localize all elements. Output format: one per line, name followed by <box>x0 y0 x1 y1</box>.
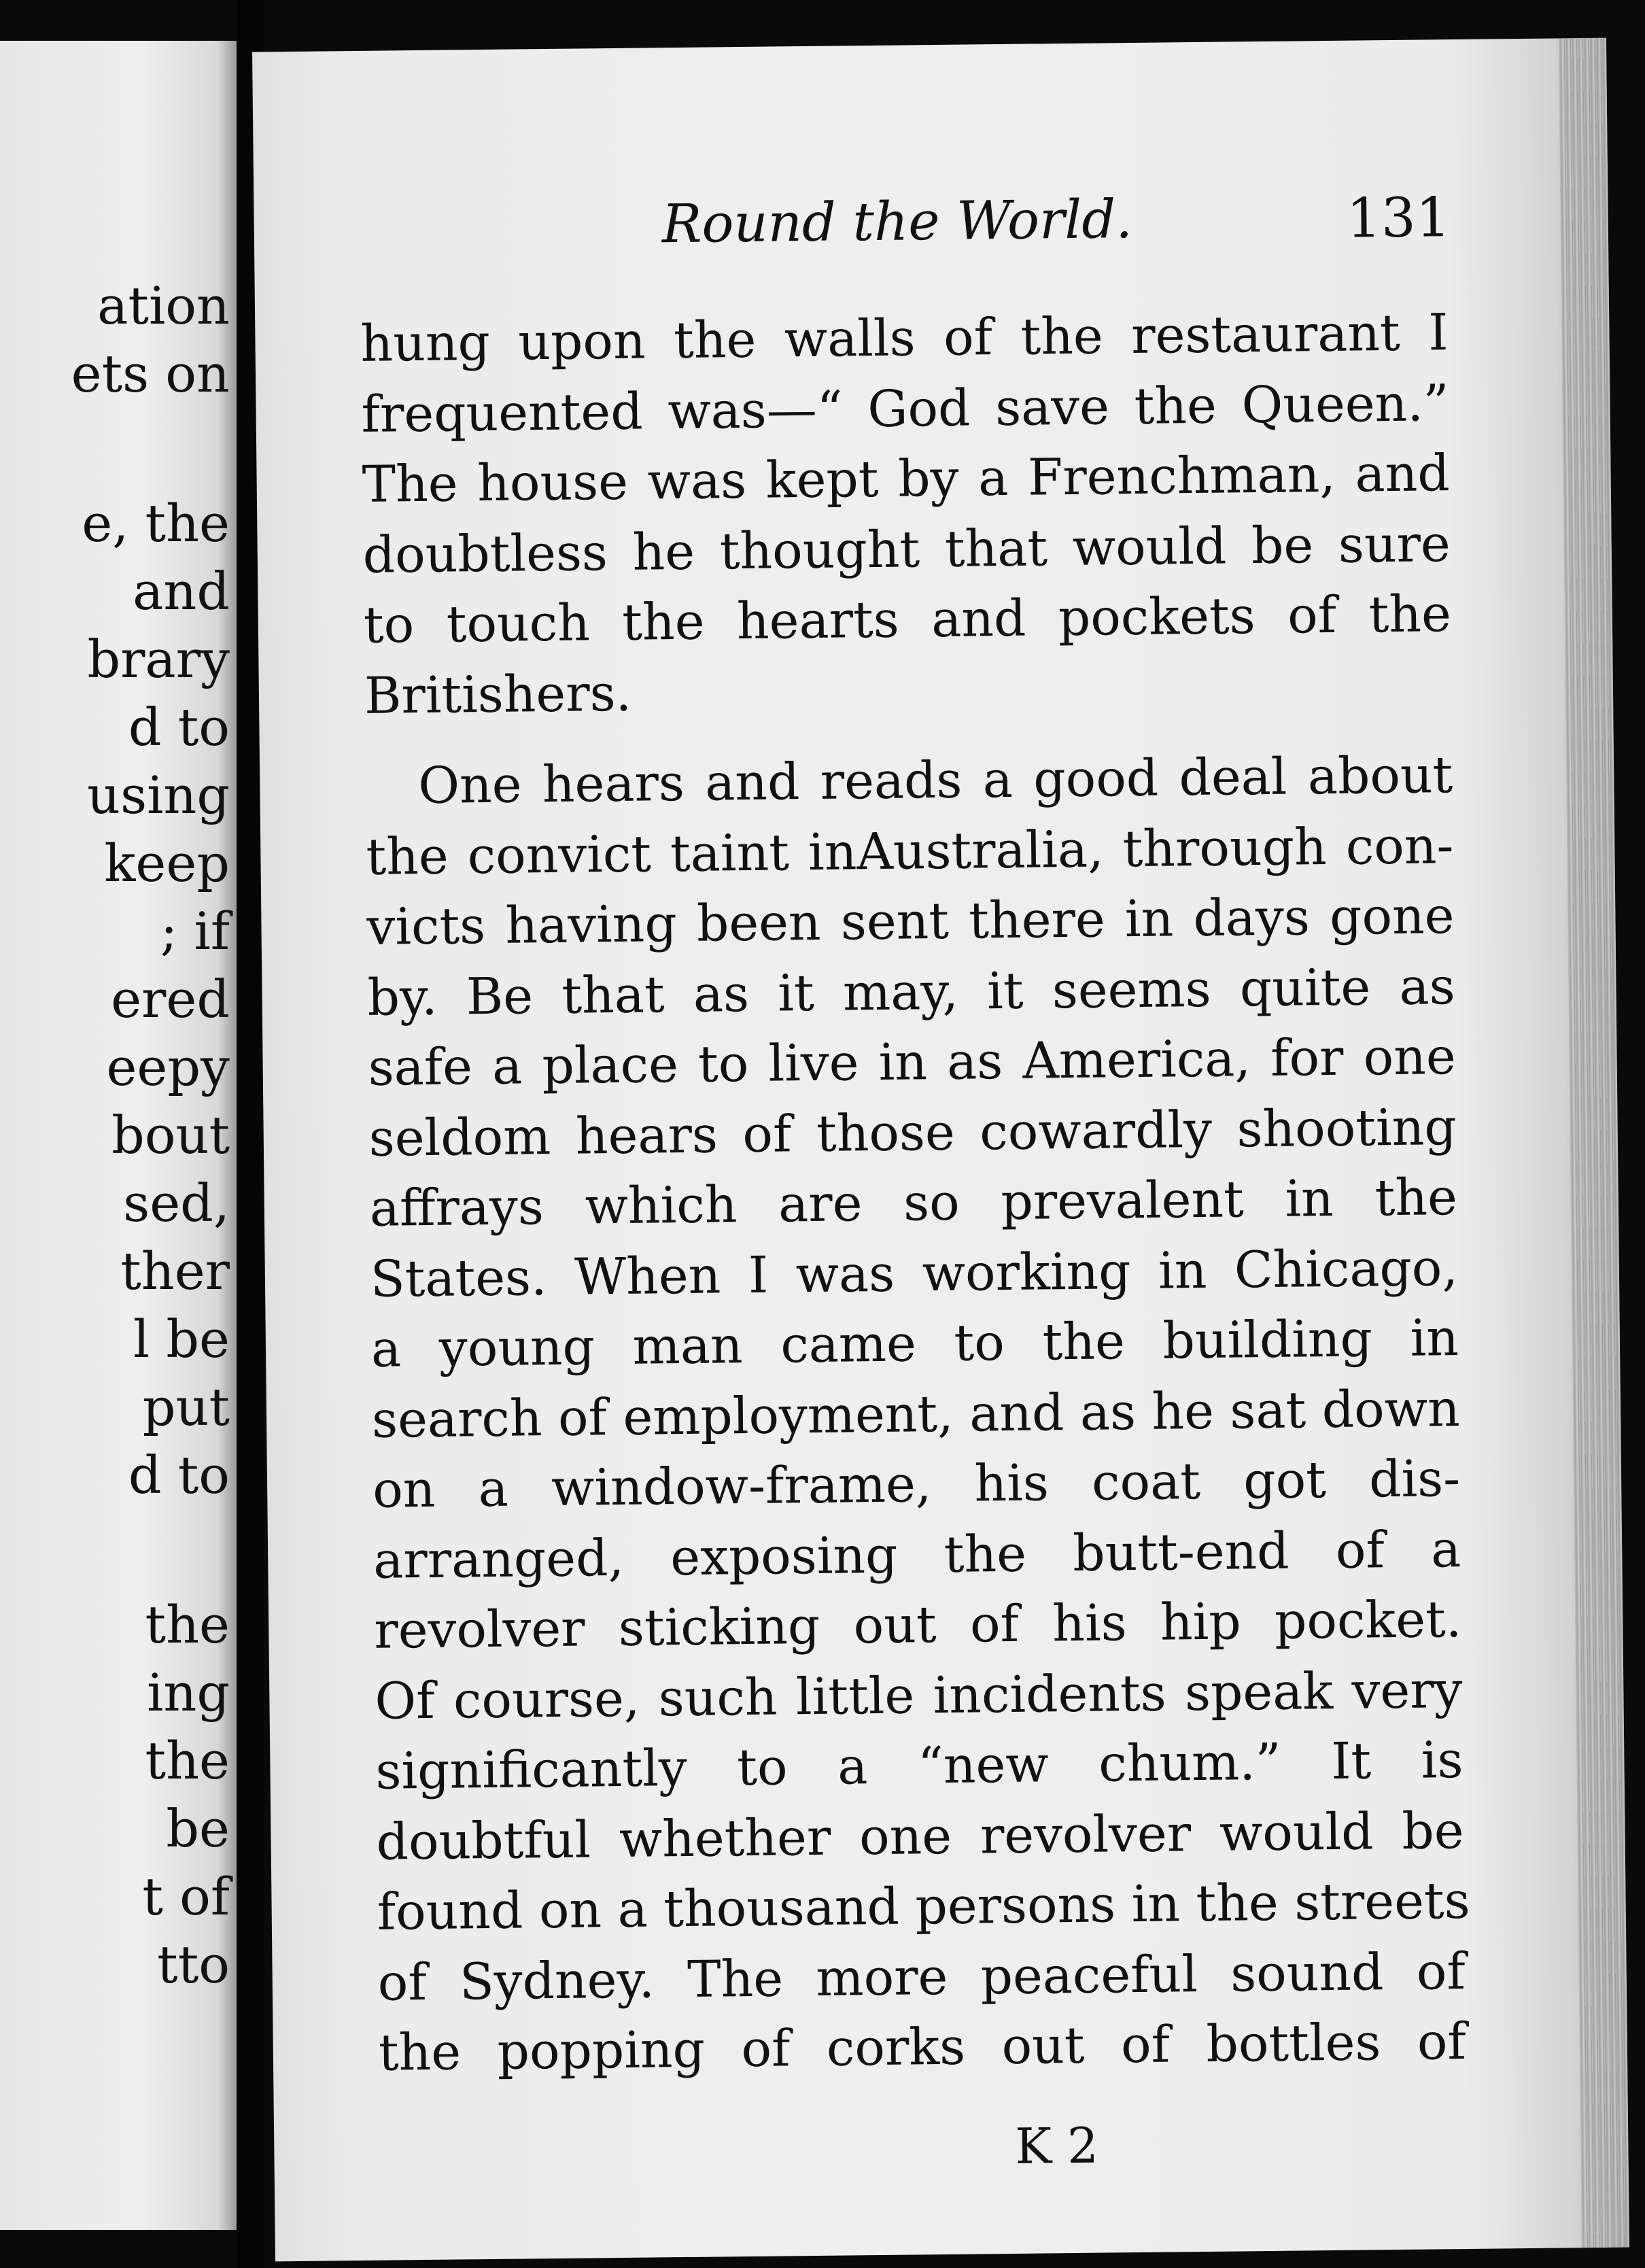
text-line: significantly to a “new chum.” It is <box>375 1731 1464 1801</box>
text-line: doubtless he thought that would be sure <box>362 514 1451 585</box>
text-line: doubtful whether one revolver would be <box>376 1801 1464 1872</box>
text-line: to touch the hearts and pockets of the <box>363 585 1452 655</box>
text-line: hung upon the walls of the restaurant I <box>360 303 1449 373</box>
running-head <box>254 186 1451 273</box>
left-page-fragment: using <box>87 765 230 825</box>
text-line: Of course, such little incidents speak very <box>374 1660 1463 1731</box>
text-line: found on a thousand persons in the streets <box>377 1871 1471 1942</box>
left-page-fragment: t of <box>142 1866 230 1927</box>
left-page-fragment: e, the <box>82 493 230 553</box>
text-line: revolver sticking out of his hip pocket. <box>373 1590 1462 1660</box>
left-page-fragment: brary <box>87 629 230 689</box>
text-line: States. When I was working in Chicago, <box>370 1238 1459 1309</box>
left-page-fragment: the <box>145 1594 230 1655</box>
left-page-fragment: eepy <box>106 1037 230 1097</box>
text-line: frequented was—“ God save the Queen.” <box>361 373 1449 444</box>
text-line: One hears and reads a good deal about <box>417 746 1453 816</box>
left-page-fragment: put <box>142 1377 230 1437</box>
book-page-right <box>252 38 1629 2262</box>
page-number: 131 <box>1346 186 1451 250</box>
left-page-fragment: the <box>145 1730 230 1791</box>
text-line: the popping of corks out of bottles of <box>378 2012 1467 2082</box>
page-edge-stack <box>1559 38 1629 2248</box>
signature-mark: K 2 <box>1014 2116 1099 2175</box>
text-line: arranged, exposing the butt-end of a <box>373 1519 1461 1590</box>
facing-page-left <box>0 41 237 2230</box>
text-line: of Sydney. The more peaceful sound of <box>377 1942 1466 2012</box>
left-page-fragment: ; if <box>160 901 230 961</box>
text-line: by. Be that as it may, it seems quite as <box>367 957 1455 1027</box>
left-page-fragment: ered <box>111 969 230 1029</box>
text-line: the convict taint inAustralia, through con- <box>365 816 1454 887</box>
body-text <box>360 298 1471 2089</box>
text-line: safe a place to live in as America, for one <box>368 1027 1457 1097</box>
text-line: on a window-frame, his coat got dis- <box>372 1449 1461 1519</box>
text-line: seldom hears of those cowardly shooting <box>368 1097 1457 1168</box>
left-page-fragment: tto <box>157 1934 230 1995</box>
text-line: search of employment, and as he sat down <box>371 1379 1461 1449</box>
text-line: victs having been sent there in days gone <box>366 887 1455 957</box>
text-line: a young man came to the building in <box>370 1309 1459 1379</box>
left-page-fragment: sed, <box>123 1173 230 1233</box>
running-title: Round the World. <box>661 188 1133 256</box>
left-page-fragment: be <box>166 1798 230 1859</box>
text-line: Britishers. <box>364 664 632 725</box>
left-page-fragment: ing <box>147 1662 230 1723</box>
text-line: The house was kept by a Frenchman, and <box>362 444 1451 514</box>
left-page-fragment: ther <box>120 1241 230 1301</box>
left-page-fragment: d to <box>128 697 230 757</box>
left-page-fragment: and <box>133 561 230 621</box>
left-page-fragment: ets on <box>71 343 230 404</box>
left-page-fragment: keep <box>104 833 230 893</box>
text-line: affrays which are so prevalent in the <box>369 1168 1458 1238</box>
left-page-fragment: d to <box>128 1445 230 1505</box>
left-page-fragment: bout <box>111 1105 230 1165</box>
left-page-fragment: l be <box>133 1309 230 1369</box>
left-page-fragment: ation <box>97 275 230 336</box>
